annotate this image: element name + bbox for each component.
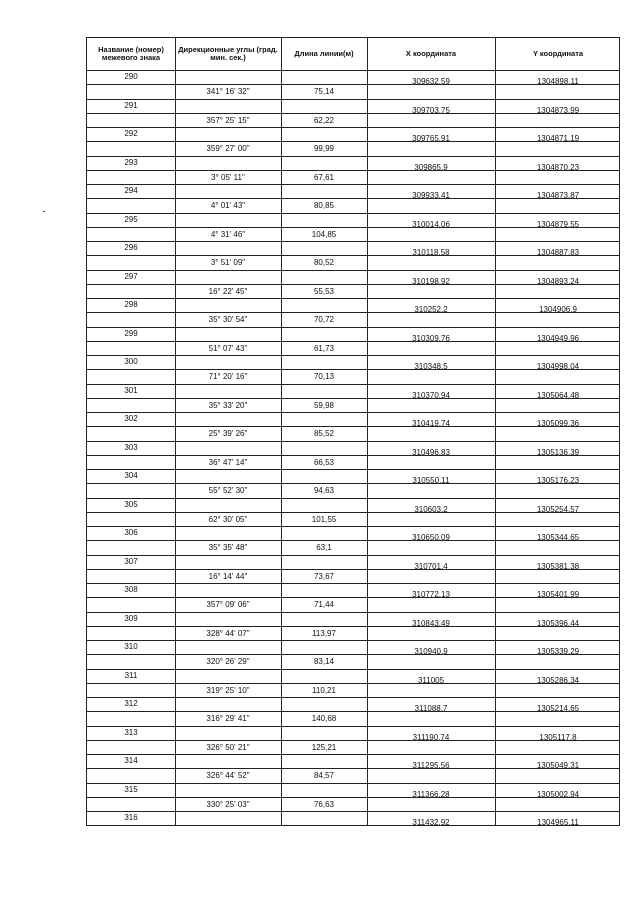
segment-angle: 320° 26' 29" [206, 657, 250, 667]
segment-angle: 55° 52' 30" [208, 486, 248, 496]
point-name: 295 [124, 214, 138, 224]
point-name: 302 [124, 414, 138, 423]
segment-length: 70,72 [313, 315, 335, 325]
point-name: 308 [124, 585, 138, 594]
point-y-coordinate: 1304893,24 [536, 276, 580, 286]
row-divider [87, 441, 619, 442]
row-divider [87, 612, 619, 613]
point-x-coordinate: 310014,06 [412, 219, 450, 229]
point-x-coordinate: 310550,11 [412, 476, 450, 485]
segment-length: 99,99 [313, 144, 335, 154]
point-x-coordinate: 311295,56 [412, 761, 450, 770]
point-name: 311 [124, 670, 138, 680]
point-y-coordinate: 1305099,36 [536, 419, 580, 428]
point-x-coordinate: 310603,2 [414, 504, 448, 514]
point-name: 291 [124, 100, 138, 110]
point-name: 297 [124, 271, 138, 281]
row-divider [87, 127, 619, 128]
segment-angle: 4° 31' 46" [210, 229, 246, 239]
row-divider [87, 583, 619, 584]
point-name: 293 [124, 157, 138, 167]
segment-angle: 16° 22' 45" [208, 286, 248, 296]
row-divider [87, 498, 619, 499]
segment-angle: 319° 25' 10" [206, 685, 250, 695]
point-x-coordinate: 310419,74 [412, 419, 450, 428]
segment-angle: 326° 44' 52" [206, 771, 250, 781]
segment-length: 104,85 [311, 229, 337, 239]
point-y-coordinate: 1305214,65 [536, 704, 580, 713]
point-name: 298 [124, 300, 138, 309]
segment-length: 73,67 [313, 571, 335, 581]
row-divider [87, 241, 619, 242]
point-y-coordinate: 1305401,99 [536, 590, 580, 599]
row-divider [87, 697, 619, 698]
segment-angle: 35° 35' 48" [208, 543, 248, 553]
row-divider [87, 669, 619, 670]
scan-speck [43, 211, 45, 212]
row-divider [87, 455, 619, 456]
point-name: 296 [124, 243, 138, 252]
segment-angle: 51° 07' 43" [208, 343, 248, 353]
point-y-coordinate: 1305064,48 [536, 390, 580, 400]
row-divider [87, 270, 619, 271]
row-divider [87, 783, 619, 784]
row-divider [87, 384, 619, 385]
row-divider [87, 113, 619, 114]
row-divider [87, 412, 619, 413]
point-name: 301 [124, 385, 138, 395]
row-divider [87, 640, 619, 641]
point-name: 304 [124, 471, 138, 480]
point-y-coordinate: 1304898,11 [537, 77, 579, 86]
row-divider [87, 198, 619, 199]
segment-length: 55,53 [313, 286, 335, 296]
row-divider [87, 483, 619, 484]
segment-length: 76,63 [313, 799, 335, 809]
header-name: Название (номер) межевого знака [98, 44, 164, 62]
point-name: 300 [124, 357, 138, 366]
row-divider [87, 711, 619, 712]
segment-angle: 328° 44' 07" [206, 628, 250, 638]
point-x-coordinate: 310843,49 [412, 618, 450, 628]
point-x-coordinate: 310198,92 [412, 276, 450, 286]
point-y-coordinate: 1304871,19 [536, 134, 580, 143]
segment-angle: 357° 25' 15" [206, 115, 250, 125]
point-x-coordinate: 310701,4 [414, 561, 448, 571]
point-y-coordinate: 1305117,8 [539, 732, 577, 742]
point-name: 303 [124, 442, 138, 452]
point-x-coordinate: 311005 [417, 675, 445, 685]
point-name: 309 [124, 613, 138, 623]
row-divider [87, 726, 619, 727]
point-y-coordinate: 1305396,44 [536, 618, 580, 628]
segment-length: 80,85 [313, 201, 335, 211]
segment-angle: 3° 05' 11" [211, 172, 245, 182]
row-divider [87, 426, 619, 427]
row-divider [87, 184, 619, 185]
row-divider [87, 540, 619, 541]
point-x-coordinate: 310496,83 [412, 447, 450, 457]
row-divider [87, 369, 619, 370]
row-divider [87, 683, 619, 684]
segment-angle: 326° 50' 21" [206, 742, 250, 752]
point-x-coordinate: 310370,94 [412, 390, 450, 400]
point-name: 292 [124, 129, 138, 138]
segment-angle: 341° 16' 32" [206, 87, 250, 97]
point-x-coordinate: 311088,7 [414, 704, 448, 713]
point-x-coordinate: 309703,75 [412, 105, 450, 115]
point-y-coordinate: 1304906,9 [539, 305, 577, 314]
point-name: 315 [124, 784, 138, 794]
point-y-coordinate: 1305339,29 [536, 647, 580, 656]
point-x-coordinate: 311432,92 [412, 818, 450, 827]
point-y-coordinate: 1305286,34 [536, 675, 580, 685]
point-x-coordinate: 311366,28 [412, 789, 450, 799]
point-x-coordinate: 310348,5 [414, 362, 448, 371]
point-name: 305 [124, 499, 138, 509]
segment-angle: 35° 30' 54" [208, 315, 248, 325]
point-y-coordinate: 1304949,96 [536, 333, 580, 343]
point-y-coordinate: 1304998,04 [536, 362, 580, 371]
segment-length: 70,13 [313, 372, 335, 382]
point-y-coordinate: 1305049,31 [536, 761, 580, 770]
row-divider [87, 312, 619, 313]
point-name: 306 [124, 528, 138, 537]
row-divider [87, 555, 619, 556]
segment-length: 71,44 [313, 600, 335, 610]
row-divider [87, 298, 619, 299]
row-divider [87, 654, 619, 655]
segment-angle: 25° 39' 26" [208, 429, 248, 439]
segment-angle: 71° 20' 16" [208, 372, 248, 382]
point-name: 290 [124, 72, 138, 81]
row-divider [87, 70, 619, 71]
segment-length: 140,68 [311, 714, 337, 724]
point-x-coordinate: 310309,76 [412, 333, 450, 343]
row-divider [87, 512, 619, 513]
segment-length: 101,55 [311, 514, 337, 524]
point-x-coordinate: 310650,09 [412, 533, 450, 542]
segment-angle: 316° 29' 41" [206, 714, 250, 724]
point-y-coordinate: 1305344,65 [536, 533, 580, 542]
row-divider [87, 597, 619, 598]
point-y-coordinate: 1304873,87 [536, 191, 580, 200]
row-divider [87, 170, 619, 171]
point-x-coordinate: 311190,74 [412, 732, 450, 742]
row-divider [87, 768, 619, 769]
point-x-coordinate: 310252,2 [414, 305, 448, 314]
row-divider [87, 341, 619, 342]
row-divider [87, 227, 619, 228]
row-divider [87, 797, 619, 798]
segment-length: 62,22 [313, 115, 335, 125]
row-divider [87, 811, 619, 812]
segment-length: 125,21 [311, 742, 337, 752]
point-y-coordinate: 1304870,23 [536, 162, 580, 172]
point-x-coordinate: 309765,91 [412, 134, 450, 143]
point-x-coordinate: 309865,9 [414, 162, 448, 172]
point-name: 294 [124, 186, 138, 195]
point-name: 312 [124, 699, 138, 708]
row-divider [87, 156, 619, 157]
segment-length: 61,73 [313, 343, 335, 353]
row-divider [87, 526, 619, 527]
segment-length: 59,98 [313, 400, 335, 410]
row-divider [87, 754, 619, 755]
segment-angle: 36° 47' 14" [208, 457, 248, 467]
segment-length: 110,21 [312, 685, 336, 695]
point-y-coordinate: 1304873,99 [536, 105, 580, 115]
row-divider [87, 255, 619, 256]
point-x-coordinate: 310772,13 [412, 590, 450, 599]
point-x-coordinate: 310940,9 [414, 647, 448, 656]
point-x-coordinate: 310118,58 [412, 248, 450, 257]
point-name: 314 [124, 756, 138, 765]
segment-length: 66,53 [313, 457, 335, 467]
point-y-coordinate: 1305254,57 [536, 504, 580, 514]
point-y-coordinate: 1305136,39 [536, 447, 580, 457]
row-divider [87, 84, 619, 85]
row-divider [87, 469, 619, 470]
point-y-coordinate: 1305002,94 [536, 789, 580, 799]
segment-length: 85,52 [313, 429, 335, 439]
segment-angle: 4° 01' 43" [210, 201, 246, 211]
header-x: X координата [405, 48, 457, 58]
segment-angle: 359° 27' 00" [206, 144, 250, 154]
segment-angle: 3° 51' 09" [210, 258, 246, 268]
point-name: 307 [124, 556, 138, 566]
row-divider [87, 284, 619, 285]
header-length: Длина линии(м) [294, 48, 354, 58]
segment-length: 113,97 [312, 628, 336, 638]
row-divider [87, 740, 619, 741]
point-y-coordinate: 1304879,55 [536, 219, 580, 229]
segment-length: 80,52 [313, 258, 335, 268]
segment-length: 75,14 [313, 87, 335, 97]
segment-length: 94,63 [313, 486, 335, 496]
segment-angle: 62° 30' 05" [208, 514, 248, 524]
point-name: 310 [124, 642, 138, 651]
segment-angle: 357° 09' 06" [206, 600, 250, 610]
row-divider [87, 327, 619, 328]
point-y-coordinate: 1304965,11 [537, 818, 579, 827]
row-divider [87, 99, 619, 100]
segment-length: 84,57 [313, 771, 335, 781]
point-name: 299 [124, 328, 138, 338]
point-y-coordinate: 1304887,83 [536, 248, 580, 257]
coordinates-table [86, 37, 620, 826]
point-y-coordinate: 1305381,38 [536, 561, 580, 571]
segment-length: 83,14 [313, 657, 335, 667]
point-y-coordinate: 1305176,23 [536, 476, 580, 485]
point-x-coordinate: 309632,59 [412, 77, 450, 86]
segment-angle: 16° 14' 44" [208, 571, 248, 581]
header-angle: Дирекционные углы (град. мин. сек.) [178, 44, 278, 62]
header-y: Y координата [532, 48, 584, 58]
row-divider [87, 141, 619, 142]
row-divider [87, 626, 619, 627]
row-divider [87, 213, 619, 214]
segment-angle: 35° 33' 20" [208, 400, 248, 410]
point-name: 313 [124, 727, 138, 737]
segment-angle: 330° 25' 03" [206, 799, 250, 809]
point-x-coordinate: 309933,41 [412, 191, 450, 200]
segment-length: 63,1 [316, 543, 332, 553]
segment-length: 67,61 [313, 172, 335, 182]
row-divider [87, 569, 619, 570]
row-divider [87, 355, 619, 356]
row-divider [87, 398, 619, 399]
point-name: 316 [124, 813, 138, 822]
